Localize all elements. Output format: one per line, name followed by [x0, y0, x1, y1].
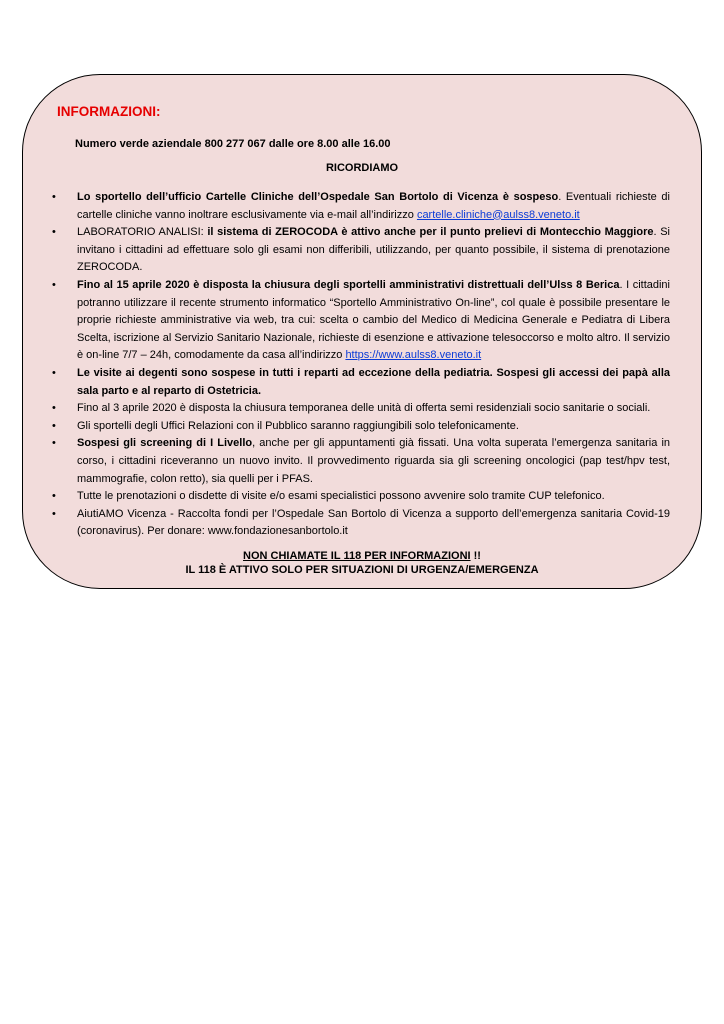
list-item: [52, 365, 670, 400]
item-bold-text: Lo sportello dell’ufficio Cartelle Cliniche dell’Ospedale San Bortolo di Vicenza è sospeso: [77, 191, 559, 203]
list-item: [52, 506, 670, 541]
item-text: AiutiAMO Vicenza - Raccolta fondi per l’Ospedale San Bortolo di Vicenza a supporto dell’emergenza sanitaria Covid-19 (coronavirus). Per donare: www.fondazionesanbortolo.it: [77, 507, 670, 538]
emergency-notice: [23, 549, 701, 577]
list-item: [52, 400, 670, 418]
item-bold-text: Le visite ai degenti sono sospese in tutti i reparti ad eccezione della pediatria. Sospesi gli accessi dei papà alla sala parto e al reparto di Ostetricia.: [77, 366, 670, 397]
item-text: Tutte le prenotazioni o disdette di visite e/o esami specialistici possono avvenire solo tramite CUP telefonico.: [77, 490, 605, 503]
info-title: INFORMAZIONI:: [57, 104, 161, 119]
item-bold-text: Fino al 15 aprile 2020 è disposta la chiusura degli sportelli amministrativi distrettuali dell’Ulss 8 Berica: [77, 278, 620, 291]
list-item: [52, 488, 670, 506]
item-text: . Si invitano i cittadini ad effettuare solo gli esami non differibili, utilizzando, per quanto possibile, il sistema di prenotazione ZEROCODA.: [77, 226, 670, 274]
toll-free-number: Numero verde aziendale 800 277 067 dalle ore 8.00 alle 16.00: [75, 138, 391, 150]
bullet-icon: •: [52, 191, 56, 203]
bullet-icon: •: [52, 490, 56, 503]
notice-exclamation: !!: [470, 550, 481, 562]
email-link[interactable]: cartelle.cliniche@aulss8.veneto.it: [416, 208, 580, 221]
info-bullet-list: [52, 189, 670, 541]
info-box: [22, 74, 702, 589]
notice-line-1: [23, 549, 701, 563]
item-bold-text: Sospesi gli screening di I Livello: [77, 437, 253, 450]
section-heading: RICORDIAMO: [325, 162, 399, 174]
bullet-icon: •: [52, 507, 56, 520]
notice-underlined-text: NON CHIAMATE IL 118 PER INFORMAZIONI: [243, 550, 471, 562]
item-lead-text: LABORATORIO ANALISI:: [77, 226, 208, 239]
item-bold-text: il sistema di ZEROCODA è attivo anche per il punto prelievi di Montecchio Maggiore: [207, 226, 654, 239]
list-item: [52, 435, 670, 488]
list-item: [52, 418, 670, 436]
bullet-icon: •: [52, 402, 56, 415]
website-link[interactable]: https://www.aulss8.veneto.it: [345, 349, 482, 362]
bullet-icon: •: [52, 419, 56, 432]
item-text: Fino al 3 aprile 2020 è disposta la chiusura temporanea delle unità di offerta semi residenziali socio sanitarie o sociali.: [77, 402, 651, 415]
list-item: [52, 277, 670, 365]
bullet-icon: •: [52, 366, 56, 379]
item-text: , anche per gli appuntamenti già fissati. Una volta superata l’emergenza sanitaria in corso, i cittadini riceveranno un nuovo invito. Il provvedimento riguarda sia gli screening oncologici (pap test/hpv test, mammografie, colon retto), sia quelli per i PFAS.: [77, 437, 671, 485]
item-text: Gli sportelli degli Uffici Relazioni con il Pubblico saranno raggiungibili solo telefonicamente.: [77, 419, 519, 432]
bullet-icon: •: [52, 226, 56, 239]
list-item: [52, 189, 670, 224]
item-text: . Eventuali richieste di cartelle cliniche vanno inoltrare esclusivamente via e-mail all’indirizzo: [77, 191, 670, 221]
bullet-icon: •: [52, 437, 56, 450]
item-text: . I cittadini potranno utilizzare il recente strumento informatico “Sportello Amministrativo On-line”, col quale è possibile presentare le proprie richieste amministrative via web, tra cui: scelta o cambio del Medico di Medicina Generale e Pediatra di Libera Scelta, iscrizione al Servizio Sanitario Nazionale, richieste di esenzione e attivazione telesoccorso e molto altro. Il servizio è on-line 7/7 – 24h, comodamente da casa all’indirizzo: [77, 278, 670, 362]
list-item: [52, 224, 670, 277]
bullet-icon: •: [52, 278, 56, 291]
notice-line-2: IL 118 È ATTIVO SOLO PER SITUAZIONI DI URGENZA/EMERGENZA: [185, 564, 539, 576]
